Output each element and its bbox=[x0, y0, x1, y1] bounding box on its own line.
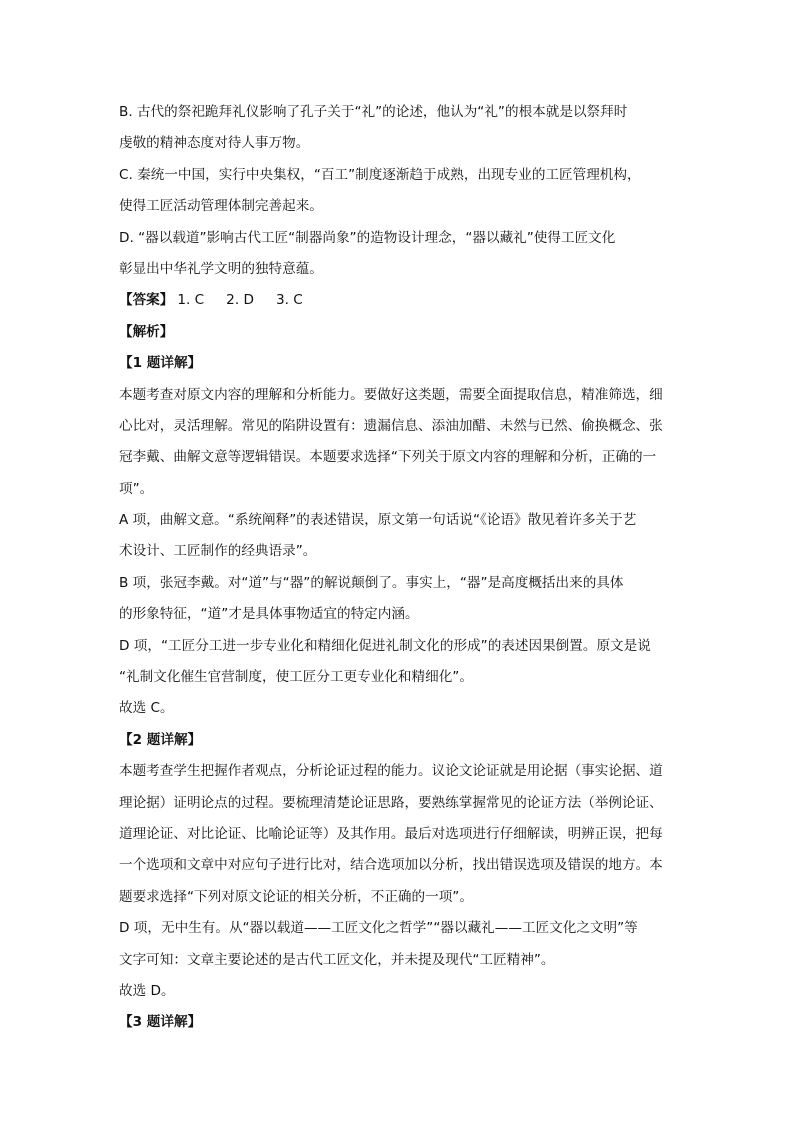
q1-header: 【1 题详解】 bbox=[119, 355, 202, 372]
q1-d-line-1: D 项，“工匠分工进一步专业化和精细化促进礼制文化的形成”的表述因果倒置。原文是说 bbox=[119, 637, 651, 654]
q2-intro-line-3: 道理论证、对比论证、比喻论证等）及其作用。最后对选项进行仔细解读，明辨正误，把每 bbox=[119, 825, 663, 842]
option-b-line-1: B. 古代的祭祀跪拜礼仪影响了孔子关于“礼”的论述，他认为“礼”的根本就是以祭拜时 bbox=[119, 104, 628, 120]
q3-header: 【3 题详解】 bbox=[119, 1014, 202, 1031]
answer-item-1: 1. C bbox=[177, 292, 205, 309]
option-d-line-2: 彰显出中华礼学文明的独特意蕴。 bbox=[119, 260, 323, 277]
answer-line bbox=[119, 285, 679, 316]
page-content bbox=[119, 97, 679, 1039]
q1-d-line-2: “礼制文化催生官营制度，使工匠分工更专业化和精细化”。 bbox=[119, 669, 473, 686]
q2-intro-line-1: 本题考查学生把握作者观点，分析论证过程的能力。议论文论证就是用论据（事实论据、道 bbox=[119, 763, 663, 780]
answer-label: 【答案】 bbox=[119, 292, 174, 309]
q1-b-line-1: B 项，张冠李戴。对“道”与“器”的解说颠倒了。事实上，“器”是高度概括出来的具体 bbox=[119, 574, 624, 591]
q2-intro-line-2: 理论据）证明论点的过程。要梳理清楚论证思路，要熟练掌握常见的论证方法（举例论证、 bbox=[119, 794, 663, 811]
q2-conclusion: 故选 D。 bbox=[119, 982, 175, 999]
q1-conclusion: 故选 C。 bbox=[119, 700, 174, 717]
q1-intro-line-4: 项”。 bbox=[119, 480, 154, 497]
option-d-line-1: D. “器以载道”影响古代工匠“制器尚象”的造物设计理念，“器以藏礼”使得工匠文化 bbox=[119, 229, 616, 246]
option-b-line-2: 虔敬的精神态度对待人事万物。 bbox=[119, 135, 310, 152]
analysis-label: 【解析】 bbox=[119, 323, 174, 340]
q1-b-line-2: 的形象特征，“道”才是具体事物适宜的特定内涵。 bbox=[119, 606, 419, 623]
answer-item-3: 3. C bbox=[275, 292, 303, 309]
q1-intro-line-1: 本题考查对原文内容的理解和分析能力。要做好这类题，需要全面提取信息，精准筛选，细 bbox=[119, 386, 663, 403]
q2-header: 【2 题详解】 bbox=[119, 731, 202, 748]
q1-a-line-1: A 项，曲解文意。“系统阐释”的表述错误，原文第一句话说“《论语》散见着许多关于艺 bbox=[119, 512, 637, 529]
q2-intro-line-5: 题要求选择“下列对原文论证的相关分析，不正确的一项”。 bbox=[119, 888, 473, 905]
option-c-line-1: C. 秦统一中国，实行中央集权，“百工”制度逐渐趋于成熟，出现专业的工匠管理机构， bbox=[119, 166, 641, 183]
q1-a-line-2: 术设计、工匠制作的经典语录”。 bbox=[119, 543, 317, 560]
q1-intro-line-2: 心比对，灵活理解。常见的陷阱设置有：遗漏信息、添油加醋、未然与已然、偷换概念、张 bbox=[119, 417, 663, 434]
answer-item-2: 2. D bbox=[226, 292, 254, 309]
q2-d-line-1: D 项，无中生有。从“器以载道——工匠文化之哲学”“器以藏礼——工匠文化之文明”等 bbox=[119, 920, 638, 937]
q1-intro-line-3: 冠李戴、曲解文意等逻辑错误。本题要求选择“下列关于原文内容的理解和分析，正确的一 bbox=[119, 449, 657, 466]
q2-intro-line-4: 一个选项和文章中对应句子进行比对，结合选项加以分析，找出错误选项及错误的地方。本 bbox=[119, 857, 663, 874]
option-c-line-2: 使得工匠活动管理体制完善起来。 bbox=[119, 198, 323, 215]
q2-d-line-2: 文字可知：文章主要论述的是古代工匠文化，并未提及现代“工匠精神”。 bbox=[119, 951, 555, 968]
